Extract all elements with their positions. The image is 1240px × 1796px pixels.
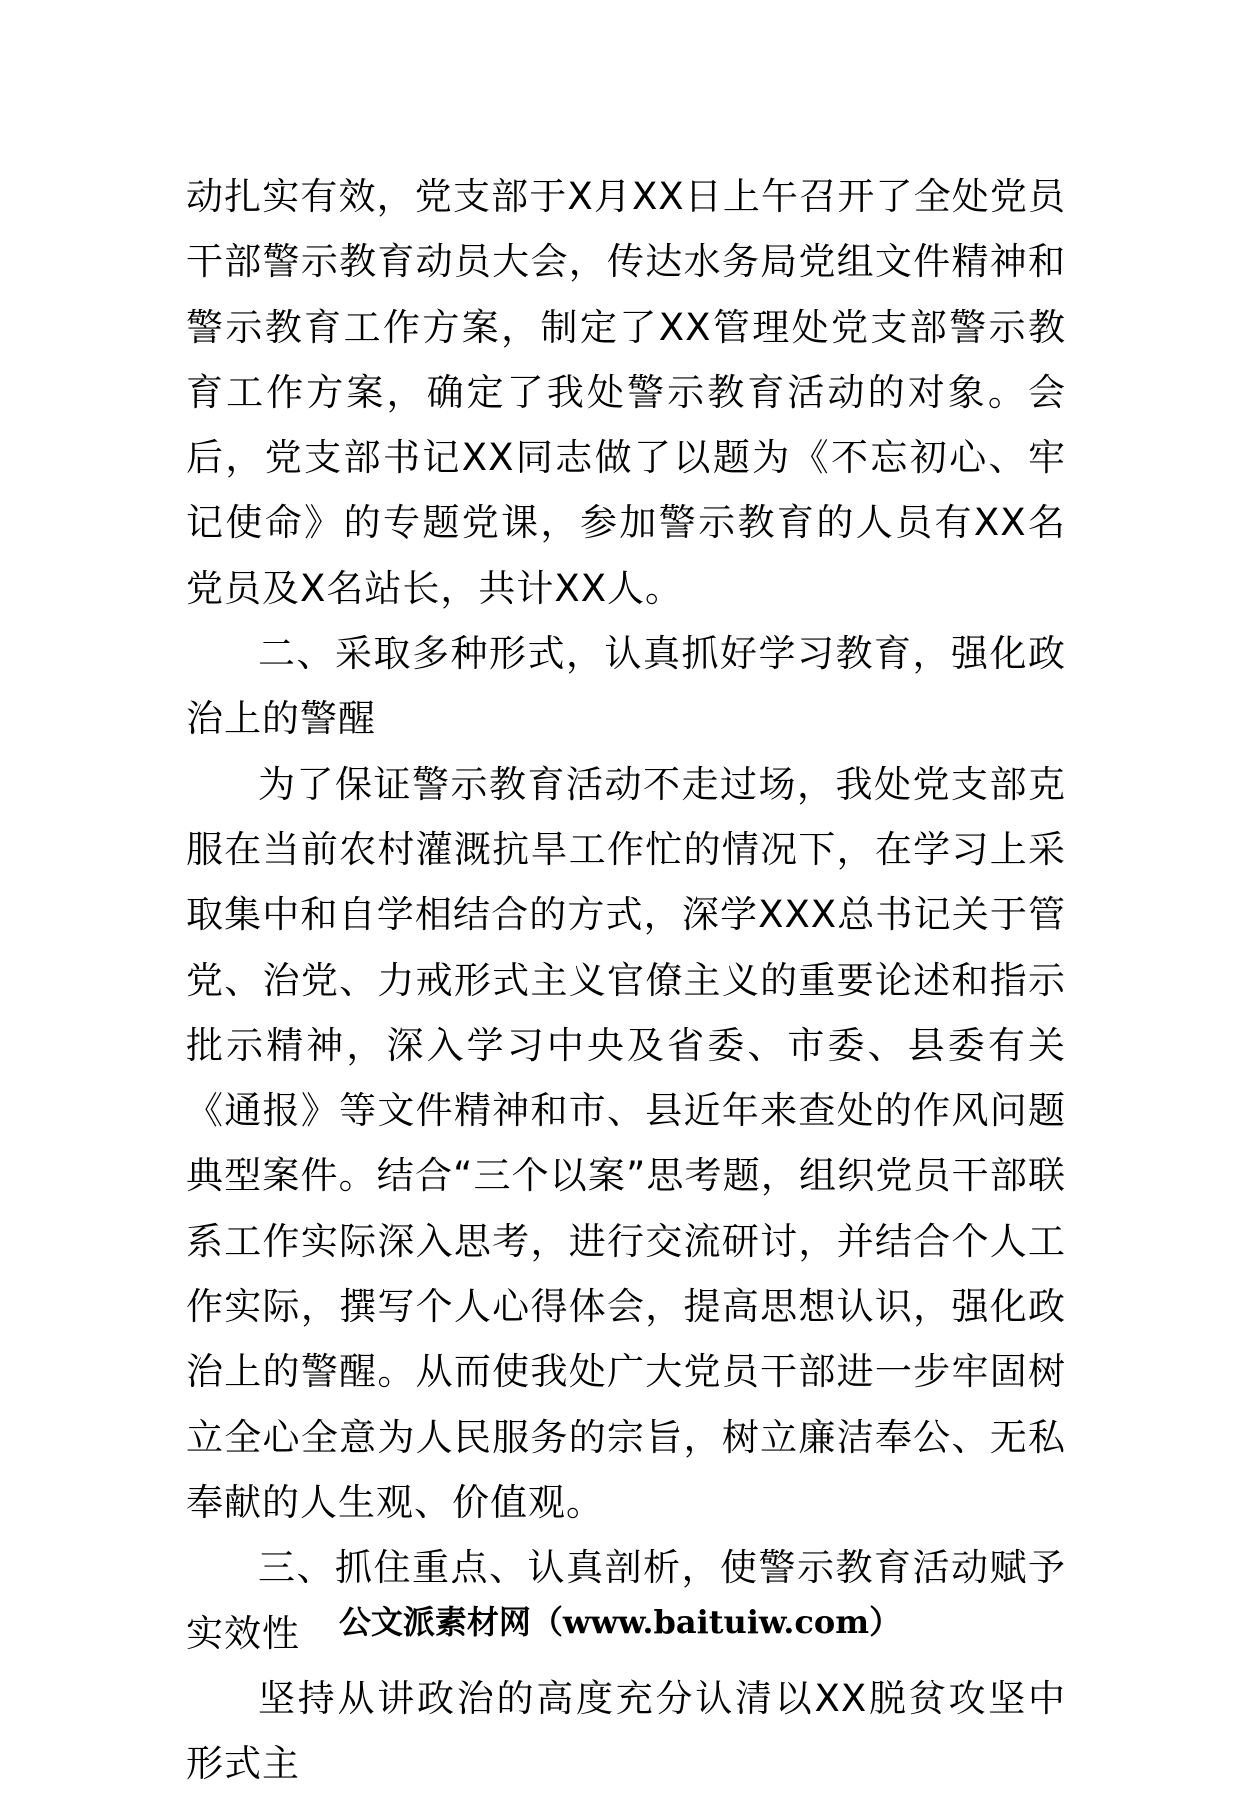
paragraph-study-education: 为了保证警示教育活动不走过场，我处党支部克服在当前农村灌溉抗旱工作忙的情况下，在学习上采取集中和自学相结合的方式，深学XXX总书记关于管党、治党、力戒形式主义官僚主义的重要论述和指示批示精神，深入学习中央及省委、市委、县委有关《通报》等文件精神和市、县近年来查处的作风问题典型案件。结合“三个以案”思考题，组织党员干部联系工作实际深入思考，进行交流研讨，并结合个人工作实际，撰写个人心得体会，提高思想认识，强化政治上的警醒。从而使我处广大党员干部进一步牢固树立全心全意为人民服务的宗旨，树立廉洁奉公、无私奉献的人生观、价值观。 bbox=[186, 762, 1066, 1524]
section-heading-2: 二、采取多种形式，认真抓好学习教育，强化政治上的警醒 bbox=[186, 632, 1066, 741]
section-heading-3: 三、抓住重点、认真剖析，使警示教育活动赋予实效性 bbox=[186, 1546, 1066, 1655]
paragraph-continuation: 动扎实有效，党支部于X月XX日上午召开了全处党员干部警示教育动员大会，传达水务局党组文件精神和警示教育工作方案，制定了XX管理处党支部警示教育工作方案，确定了我处警示教育活动的对象。会后，党支部书记XX同志做了以题为《不忘初心、牢记使命》的专题党课，参加警示教育的人员有XX名党员及X名站长，共计XX人。 bbox=[186, 175, 1066, 610]
footer-watermark-text: 公文派素材网（www.baituiw.com） bbox=[338, 1603, 902, 1641]
paragraph-analysis-start: 坚持从讲政治的高度充分认清以XX脱贫攻坚中形式主 bbox=[186, 1676, 1066, 1786]
document-body bbox=[186, 164, 1066, 1796]
